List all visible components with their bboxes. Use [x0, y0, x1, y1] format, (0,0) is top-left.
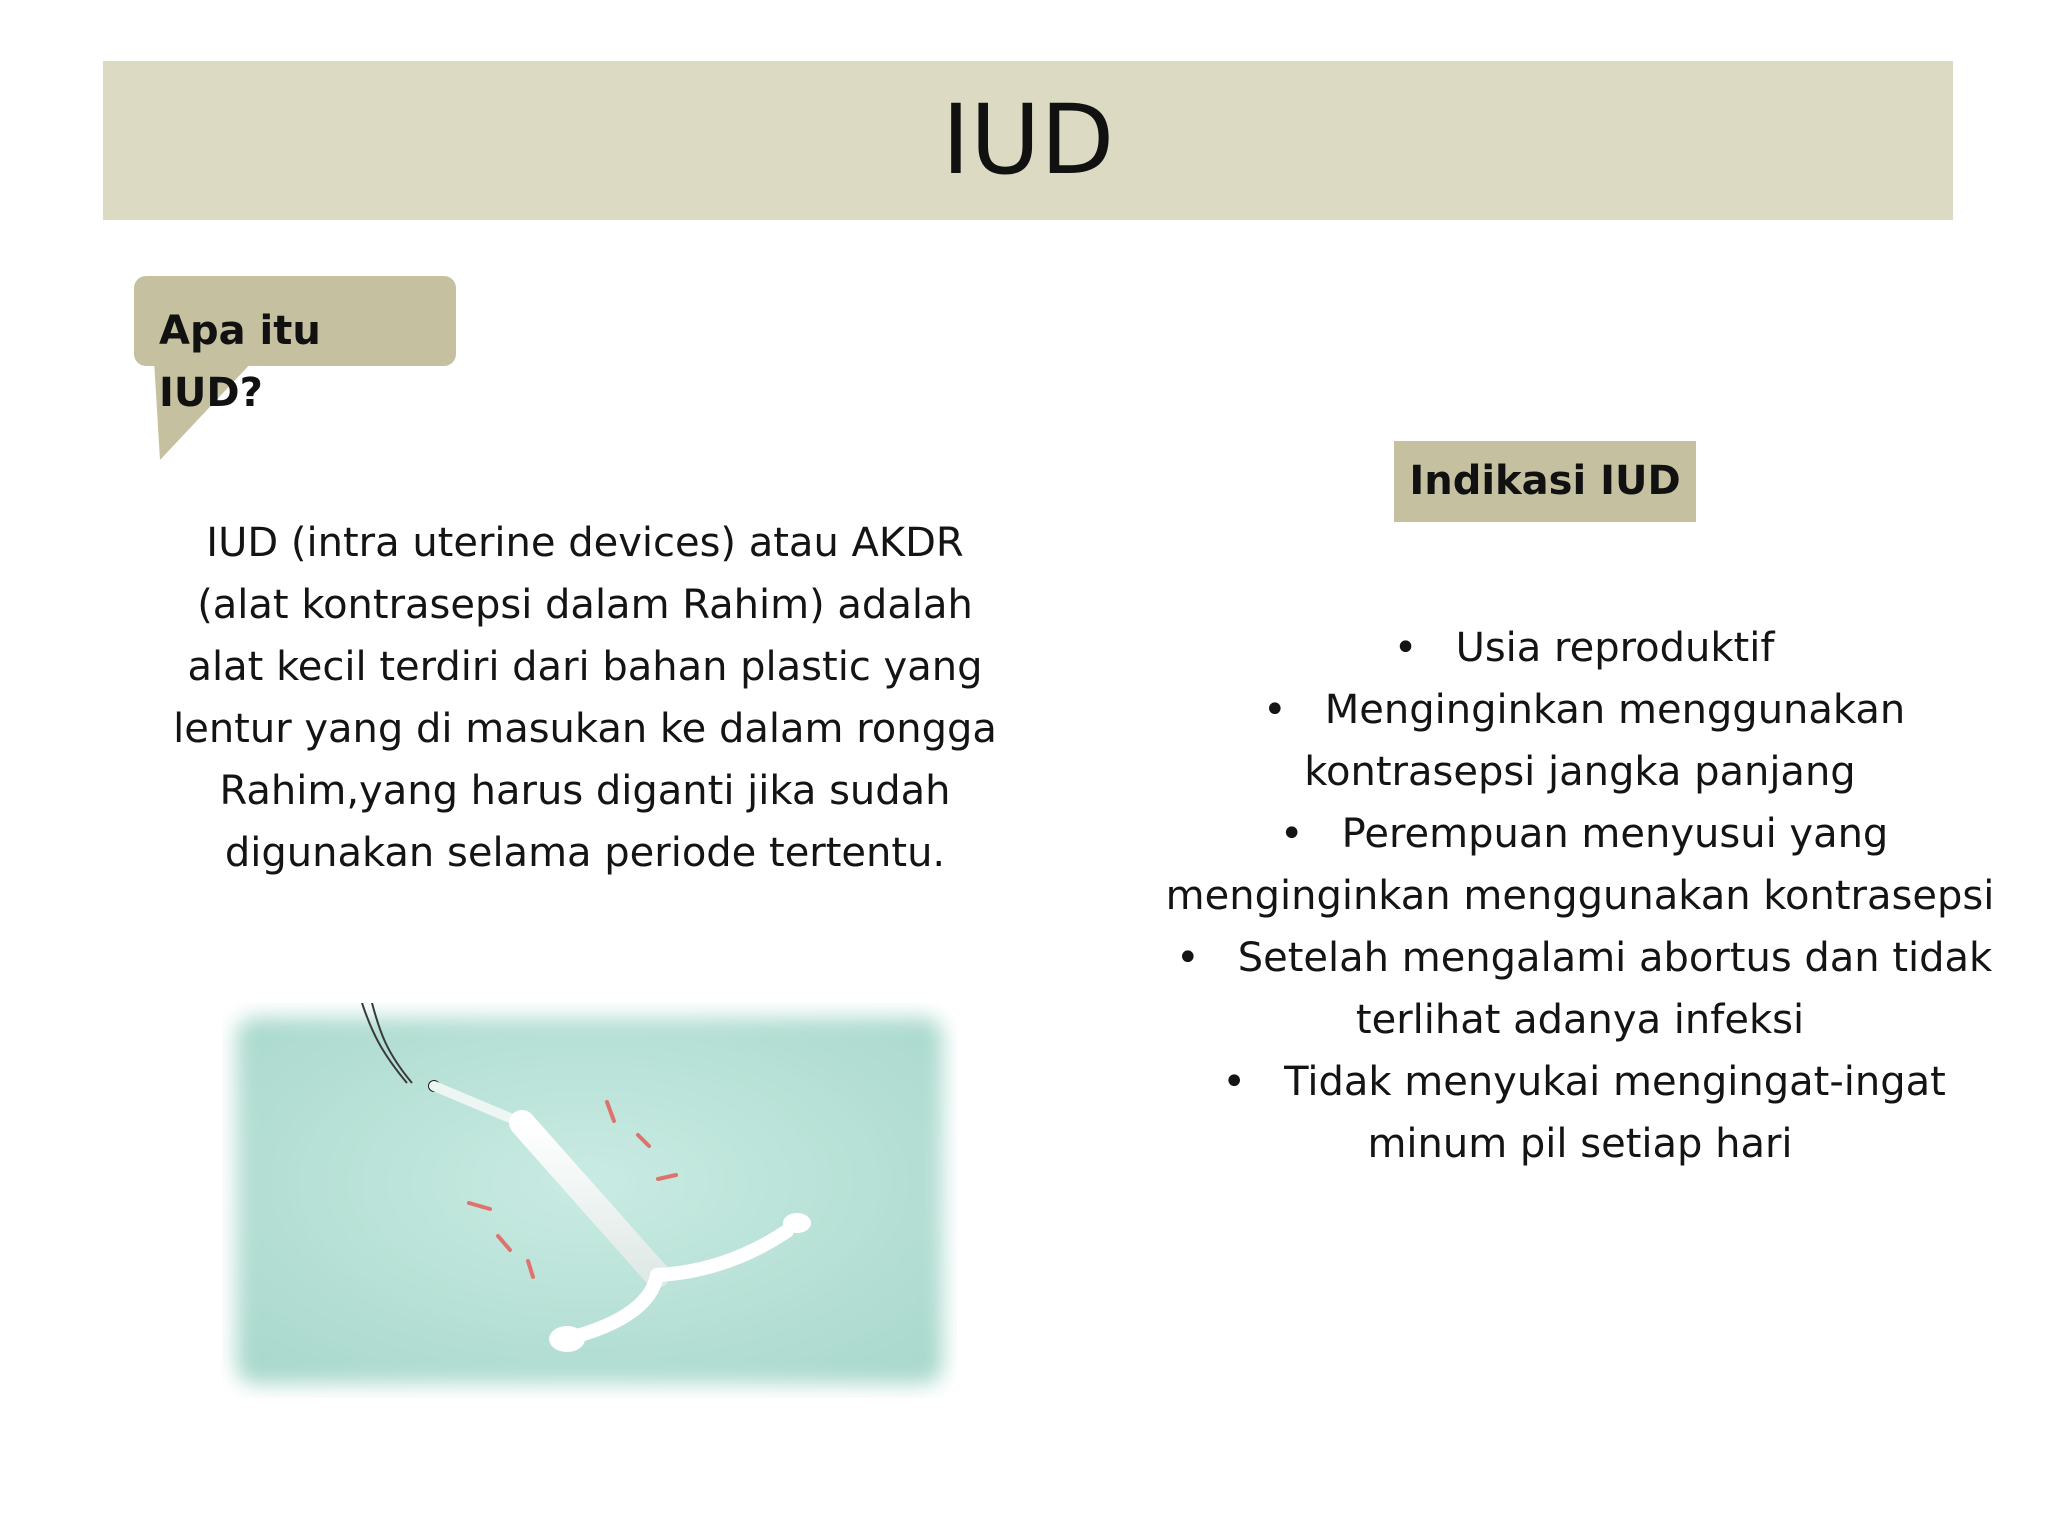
bullet-icon: •: [1279, 811, 1304, 857]
bullet-icon: •: [1262, 687, 1287, 733]
list-item: [1160, 803, 2000, 927]
list-item: [1160, 927, 2000, 1051]
list-item: [1160, 1051, 2000, 1175]
list-item-text: Perempuan menyusui yang menginginkan menggunakan kontrasepsi: [1165, 811, 1995, 919]
indications-heading: Indikasi IUD: [1394, 441, 1696, 522]
bullet-icon: •: [1175, 935, 1200, 981]
list-item: [1160, 617, 2000, 679]
list-item: [1160, 679, 2000, 803]
bullet-icon: •: [1222, 1059, 1246, 1105]
indications-list: [1160, 617, 2000, 1175]
slide-title: IUD: [941, 84, 1115, 196]
list-item-text: Menginginkan menggunakan kontrasepsi jangka panjang: [1304, 687, 1906, 795]
iud-device-image: [222, 1003, 957, 1398]
list-item-text: Usia reproduktif: [1455, 625, 1775, 671]
bullet-icon: •: [1393, 625, 1418, 671]
iud-definition: IUD (intra uterine devices) atau AKDR (alat kontrasepsi dalam Rahim) adalah alat kecil terdiri dari bahan plastic yang lentur yang di masukan ke dalam rongga Rahim,yang harus diganti jika sudah digunakan selama periode tertentu.: [173, 520, 997, 876]
title-band: [103, 61, 1953, 220]
list-item-text: Setelah mengalami abortus dan tidak terlihat adanya infeksi: [1237, 935, 1993, 1043]
callout-question: Apa itu IUD?: [159, 308, 321, 416]
list-item-text: Tidak menyukai mengingat-ingat minum pil setiap hari: [1284, 1059, 1946, 1167]
